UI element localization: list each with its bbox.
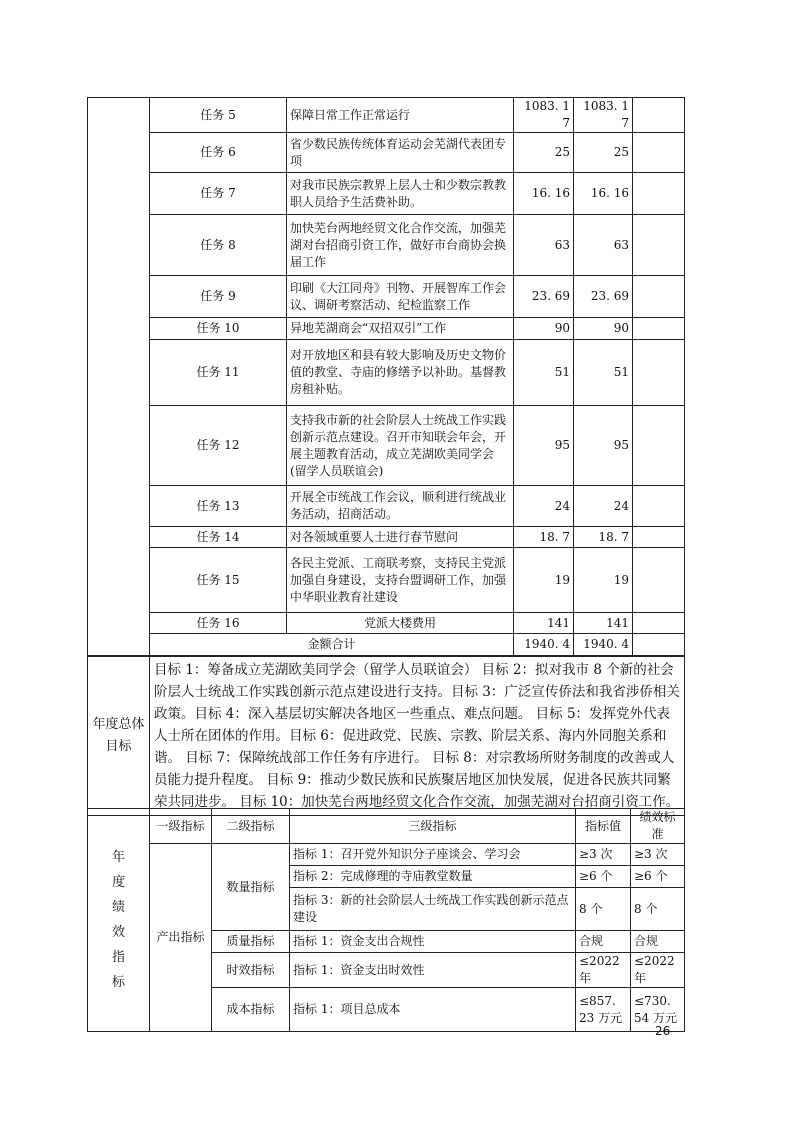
task-blank xyxy=(633,340,685,406)
task-row xyxy=(88,98,685,133)
task-blank xyxy=(633,215,685,276)
task-desc: 印刷《大江同舟》刊物、开展智库工作会议、调研考察活动、纪检监察工作 xyxy=(287,276,514,318)
task-desc: 党派大楼费用 xyxy=(287,613,514,634)
task-amount-2: 1083. 17 xyxy=(574,98,633,133)
task-blank xyxy=(633,486,685,527)
perf-table xyxy=(87,808,685,1032)
header-l2: 二级指标 xyxy=(212,809,290,844)
indicator-text: 指标 1：召开党外知识分子座谈会、学习会 xyxy=(290,844,576,866)
task-desc: 加快芜台两地经贸文化合作交流，加强芜湖对台招商引资工作，做好市台商协会换届工作 xyxy=(287,215,514,276)
task-row xyxy=(88,215,685,276)
indicator-text: 指标 3：新的社会阶层人士统战工作实践创新示范点建设 xyxy=(290,888,576,931)
perf-header-row xyxy=(88,809,685,844)
quality-label: 质量指标 xyxy=(212,931,290,953)
indicator-text: 指标 1：项目总成本 xyxy=(290,988,576,1032)
task-row xyxy=(88,406,685,486)
total-amount-1: 1940. 4 xyxy=(514,634,574,656)
task-amount-1: 24 xyxy=(514,486,574,527)
indicator-value: ≤2022 年 xyxy=(576,953,631,988)
task-name: 任务 12 xyxy=(150,406,287,486)
task-desc: 保障日常工作正常运行 xyxy=(287,98,514,133)
task-amount-2: 19 xyxy=(574,548,633,613)
header-l3: 三级指标 xyxy=(290,809,576,844)
indicator-value: ≥6 个 xyxy=(576,866,631,888)
task-amount-2: 18. 7 xyxy=(574,527,633,548)
indicator-standard: 合规 xyxy=(631,931,685,953)
task-desc: 开展全市统战工作会议，顺利进行统战业务活动，招商活动。 xyxy=(287,486,514,527)
task-row xyxy=(88,318,685,340)
task-desc: 各民主党派、工商联考察，支持民主党派加强自身建设，支持台盟调研工作，加强中华职业教育社建设 xyxy=(287,548,514,613)
task-blank xyxy=(633,133,685,173)
total-amount-2: 1940. 4 xyxy=(574,634,633,656)
task-blank xyxy=(633,527,685,548)
task-name: 任务 9 xyxy=(150,276,287,318)
indicator-text: 指标 1：资金支出时效性 xyxy=(290,953,576,988)
task-blank xyxy=(633,548,685,613)
quantity-label: 数量指标 xyxy=(212,844,290,931)
indicator-value: 8 个 xyxy=(576,888,631,931)
task-blank xyxy=(633,276,685,318)
indicator-standard: ≤2022 年 xyxy=(631,953,685,988)
task-desc: 对开放地区和县有较大影响及历史文物价值的教堂、寺庙的修缮予以补助。基督教房租补贴。 xyxy=(287,340,514,406)
task-name: 任务 10 xyxy=(150,318,287,340)
total-row xyxy=(88,634,685,656)
task-blank xyxy=(633,613,685,634)
task-amount-1: 95 xyxy=(514,406,574,486)
task-desc: 对各领域重要人士进行春节慰问 xyxy=(287,527,514,548)
task-amount-1: 19 xyxy=(514,548,574,613)
task-amount-1: 1083. 17 xyxy=(514,98,574,133)
task-amount-2: 24 xyxy=(574,486,633,527)
task-amount-1: 23. 69 xyxy=(514,276,574,318)
task-amount-1: 90 xyxy=(514,318,574,340)
task-amount-1: 141 xyxy=(514,613,574,634)
task-amount-1: 18. 7 xyxy=(514,527,574,548)
task-name: 任务 8 xyxy=(150,215,287,276)
indicator-standard: ≥6 个 xyxy=(631,866,685,888)
task-blank xyxy=(633,634,685,656)
task-amount-1: 25 xyxy=(514,133,574,173)
task-table-body xyxy=(88,98,685,656)
task-row xyxy=(88,613,685,634)
task-desc: 对我市民族宗教界上层人士和少数宗教教职人员给予生活费补助。 xyxy=(287,173,514,215)
perf-label-text: 年度绩效指标 xyxy=(111,850,125,990)
page-number: 26 xyxy=(655,1024,671,1038)
header-l1: 一级指标 xyxy=(150,809,212,844)
task-blank xyxy=(633,173,685,215)
goals-text: 目标 1：筹备成立芜湖欧美同学会（留学人员联谊会） 目标 2：拟对我市 8 个新的社会阶层人士统战工作实践创新示范点建设进行支持。目标 3：广泛宣传侨法和我省涉侨相关政策。目标 4：深入基层切实解决各地区一些重点、难点问题。 目标 5：发挥党外代表人士所在团体的作用。目标 6：促进政党、民族、宗教、阶层关系、海内外同胞关系和谐。 目标 7：保障统战部工作任务有序进行。 目标 8：对宗教场所财务制度的改善或人员能力提升程度。 目标 9：推动少数民族和民族聚居地区加快发展，促进各民族共同繁荣共同进步。 目标 10：加快芜台两地经贸文化合作交流，加强芜湖对台招商引资工作。 xyxy=(150,657,685,816)
task-amount-2: 63 xyxy=(574,215,633,276)
goals-table xyxy=(87,656,685,816)
task-name: 任务 7 xyxy=(150,173,287,215)
task-left-blank xyxy=(88,98,150,656)
header-value: 指标值 xyxy=(576,809,631,844)
task-blank xyxy=(633,318,685,340)
level1-label: 产出指标 xyxy=(150,844,212,1032)
task-desc: 支持我市新的社会阶层人士统战工作实践创新示范点建设。召开市知联会年会，开展主题教育活动，成立芜湖欧美同学会(留学人员联谊会) xyxy=(287,406,514,486)
indicator-value: 合规 xyxy=(576,931,631,953)
task-row xyxy=(88,486,685,527)
task-name: 任务 11 xyxy=(150,340,287,406)
task-name: 任务 5 xyxy=(150,98,287,133)
task-amount-2: 51 xyxy=(574,340,633,406)
goals-row xyxy=(88,657,685,816)
task-amount-2: 25 xyxy=(574,133,633,173)
total-label: 金额合计 xyxy=(150,634,514,656)
task-amount-2: 23. 69 xyxy=(574,276,633,318)
task-row xyxy=(88,133,685,173)
task-row xyxy=(88,173,685,215)
task-name: 任务 6 xyxy=(150,133,287,173)
indicator-text: 指标 1：资金支出合规性 xyxy=(290,931,576,953)
task-amount-1: 16. 16 xyxy=(514,173,574,215)
perf-label xyxy=(88,809,150,1032)
indicator-standard: ≥3 次 xyxy=(631,844,685,866)
indicator-text: 指标 2：完成修理的寺庙教堂数量 xyxy=(290,866,576,888)
goals-label: 年度总体目标 xyxy=(88,657,150,816)
task-amount-1: 51 xyxy=(514,340,574,406)
task-amount-2: 95 xyxy=(574,406,633,486)
indicator-standard: ≤730. 54 万元 xyxy=(631,988,685,1032)
cost-label: 成本指标 xyxy=(212,988,290,1032)
task-row xyxy=(88,276,685,318)
indicator-row xyxy=(88,844,685,866)
task-name: 任务 15 xyxy=(150,548,287,613)
header-standard: 绩效标准 xyxy=(631,809,685,844)
task-name: 任务 16 xyxy=(150,613,287,634)
task-desc: 异地芜湖商会“双招双引”工作 xyxy=(287,318,514,340)
task-name: 任务 13 xyxy=(150,486,287,527)
task-desc: 省少数民族传统体育运动会芜湖代表团专项 xyxy=(287,133,514,173)
indicator-standard: 8 个 xyxy=(631,888,685,931)
task-amount-2: 16. 16 xyxy=(574,173,633,215)
indicator-value: ≥3 次 xyxy=(576,844,631,866)
task-amount-2: 90 xyxy=(574,318,633,340)
task-name: 任务 14 xyxy=(150,527,287,548)
task-blank xyxy=(633,98,685,133)
task-row xyxy=(88,548,685,613)
task-table xyxy=(87,97,685,656)
task-row xyxy=(88,527,685,548)
indicator-value: ≤857. 23 万元 xyxy=(576,988,631,1032)
task-blank xyxy=(633,406,685,486)
task-row xyxy=(88,340,685,406)
task-amount-2: 141 xyxy=(574,613,633,634)
timeliness-label: 时效指标 xyxy=(212,953,290,988)
task-amount-1: 63 xyxy=(514,215,574,276)
